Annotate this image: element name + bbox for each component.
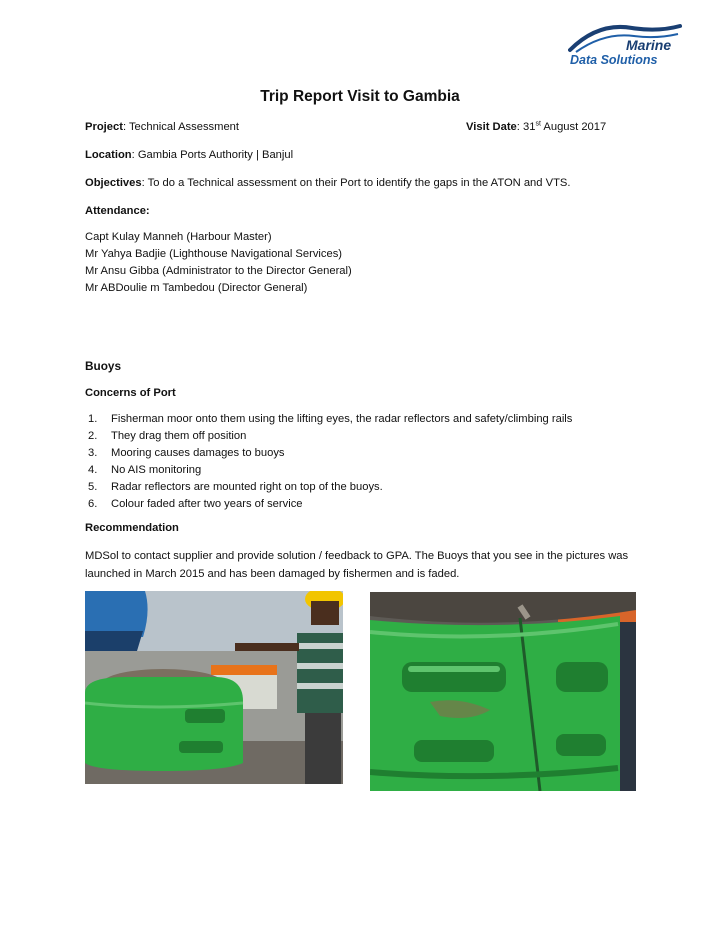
attendance-heading: Attendance:: [85, 205, 150, 217]
objectives-line: [85, 177, 570, 189]
attendee: Capt Kulay Manneh (Harbour Master): [85, 231, 272, 243]
list-item: 5. Radar reflectors are mounted right on top of the buoys.: [88, 481, 383, 493]
project-value: : Technical Assessment: [122, 121, 240, 133]
recommendation-text: MDSol to contact supplier and provide solution / feedback to GPA. The Buoys that you see in the pictures was launched in March 2015 and has been damaged by fishermen and is faded.: [85, 550, 629, 580]
attendee: Mr ABDoulie m Tambedou (Director General): [85, 282, 308, 294]
objectives-value: : To do a Technical assessment on their Port to identify the gaps in the ATON and VTS.: [141, 177, 571, 189]
project-label: Project: [85, 121, 123, 133]
list-item: 3. Mooring causes damages to buoys: [88, 447, 285, 459]
concerns-heading: Concerns of Port: [85, 387, 176, 399]
svg-text:Data Solutions: Data Solutions: [570, 53, 658, 67]
recommendation-heading: Recommendation: [85, 522, 179, 534]
visit-date-line: Visit Date: 31st August 2017: [466, 120, 607, 133]
company-logo: [568, 20, 688, 68]
attendee: Mr Yahya Badjie (Lighthouse Navigational Services): [85, 248, 343, 260]
page-title: Trip Report Visit to Gambia: [260, 88, 460, 105]
list-item: 4. No AIS monitoring: [88, 464, 202, 476]
location-value: : Gambia Ports Authority | Banjul: [131, 149, 294, 161]
attendee: Mr Ansu Gibba (Administrator to the Director General): [85, 265, 352, 277]
list-item: 6. Colour faded after two years of service: [88, 498, 303, 510]
svg-text:Marine: Marine: [626, 37, 672, 53]
concerns-list: [85, 411, 572, 513]
buoy-photo-with-worker: [85, 591, 343, 784]
list-item: 1. Fisherman moor onto them using the lifting eyes, the radar reflectors and safety/climbing rails: [88, 413, 573, 425]
project-line: [85, 121, 239, 133]
location-label: Location: [85, 149, 132, 161]
list-item: 2. They drag them off position: [88, 430, 247, 442]
section-heading-buoys: Buoys: [85, 359, 122, 373]
location-line: [85, 149, 293, 161]
objectives-label: Objectives: [85, 177, 142, 189]
buoy-closeup-photo: [370, 592, 636, 791]
visit-date-label: Visit Date: [466, 121, 517, 133]
